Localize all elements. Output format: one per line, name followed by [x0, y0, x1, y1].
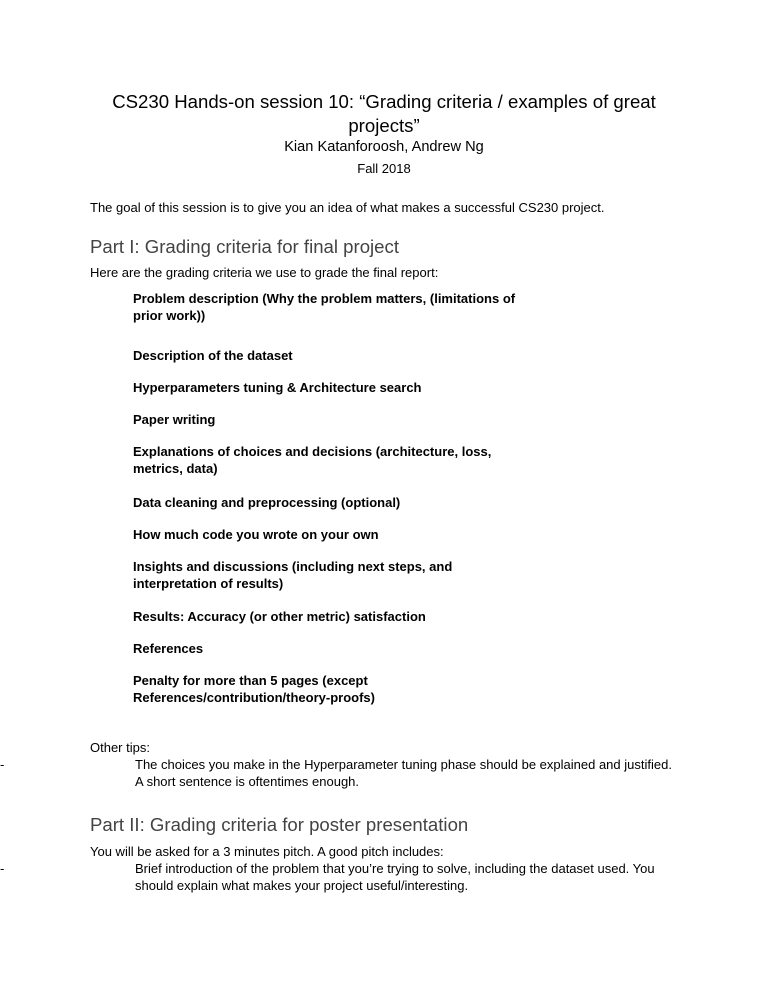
part2-heading: Part II: Grading criteria for poster presentation [90, 814, 469, 835]
bullet-dash: - [0, 861, 5, 876]
document-authors: Kian Katanforoosh, Andrew Ng [284, 139, 484, 155]
criteria-item: Description of the dataset [133, 348, 293, 363]
part1-heading: Part I: Grading criteria for final project [90, 236, 399, 257]
bullet-dash: - [0, 757, 5, 772]
document-title: CS230 Hands-on session 10: “Grading criteria / examples of great projects” [112, 91, 656, 136]
part1-lead: Here are the grading criteria we use to grade the final report: [90, 265, 439, 280]
criteria-item: Problem description (Why the problem matters, (limitations of prior work)) [133, 291, 516, 323]
criteria-item: Explanations of choices and decisions (architecture, loss, metrics, data) [133, 444, 492, 476]
criteria-item: Insights and discussions (including next steps, and interpretation of results) [133, 559, 453, 591]
intro-paragraph: The goal of this session is to give you an idea of what makes a successful CS230 project. [90, 200, 605, 215]
criteria-item: Penalty for more than 5 pages (except References/contribution/theory-proofs) [133, 673, 375, 705]
tips-label: Other tips: [90, 740, 150, 755]
criteria-item: References [133, 641, 204, 656]
criteria-item: How much code you wrote on your own [133, 527, 379, 542]
criteria-item: Hyperparameters tuning & Architecture search [133, 380, 422, 395]
criteria-item: Paper writing [133, 412, 216, 427]
pitch-text: Brief introduction of the problem that you’re trying to solve, including the dataset used. You should explain what makes your project useful/interesting. [135, 861, 655, 893]
part2-lead: You will be asked for a 3 minutes pitch. A good pitch includes: [90, 844, 444, 859]
document-term: Fall 2018 [357, 161, 411, 176]
tip-text: The choices you make in the Hyperparameter tuning phase should be explained and justified. A short sentence is oftentimes enough. [135, 757, 672, 789]
criteria-item: Results: Accuracy (or other metric) satisfaction [133, 609, 426, 624]
criteria-item: Data cleaning and preprocessing (optional) [133, 495, 401, 510]
